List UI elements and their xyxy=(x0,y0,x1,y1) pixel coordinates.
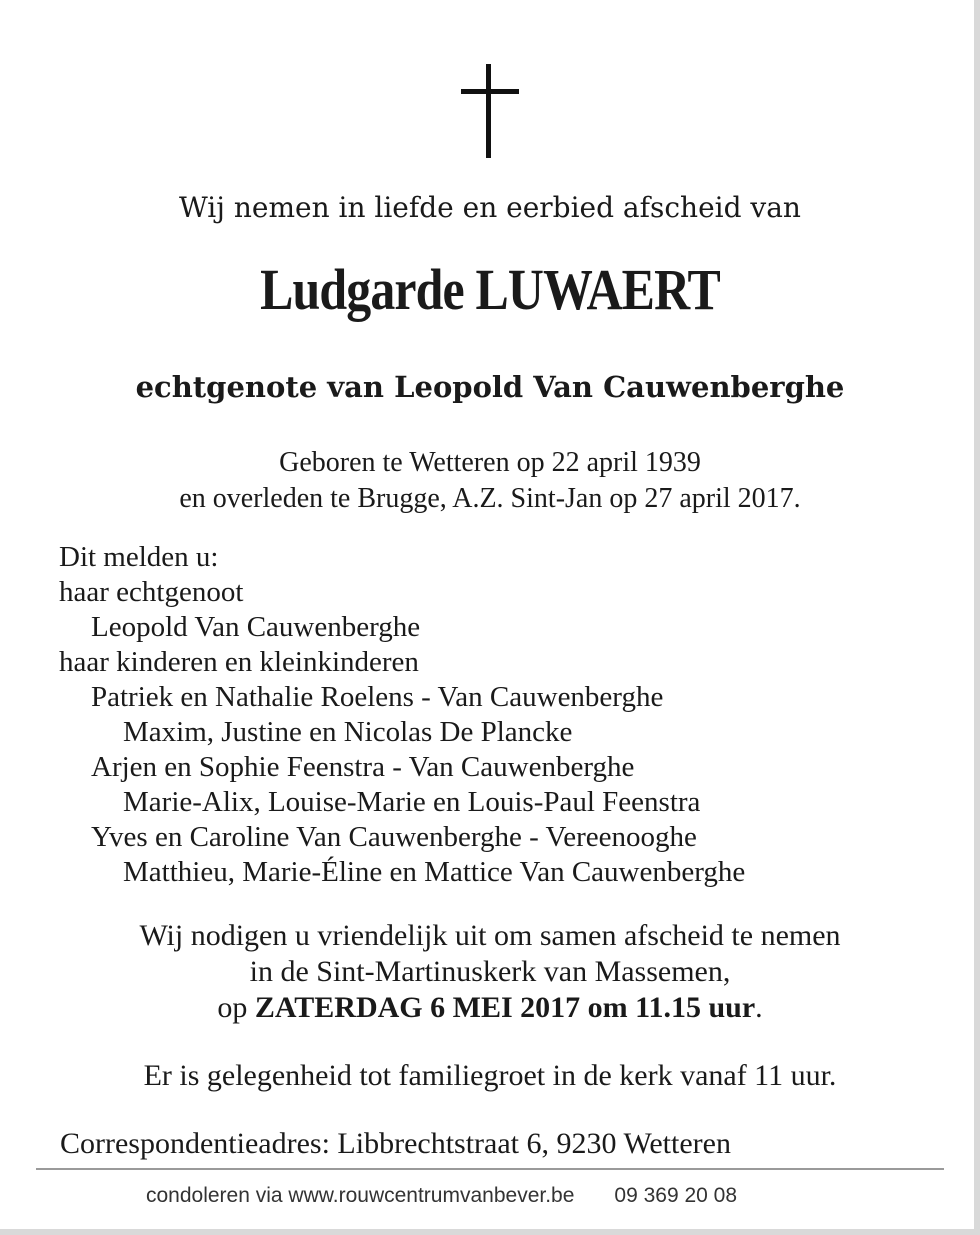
child-3: Yves en Caroline Van Cauwenberghe - Vereenooghe xyxy=(91,821,697,853)
children-label: haar kinderen en kleinkinderen xyxy=(59,646,419,678)
birth-line: Geboren te Wetteren op 22 april 1939 xyxy=(279,447,701,478)
footer xyxy=(146,1183,737,1209)
invitation-line-3 xyxy=(0,990,980,1026)
ceremony-date: ZATERDAG 6 MEI 2017 om 11.15 uur xyxy=(254,991,756,1024)
child-1: Patriek en Nathalie Roelens - Van Cauwenberghe xyxy=(91,681,664,713)
invitation-prefix: op xyxy=(217,991,248,1024)
family-intro: Dit melden u: xyxy=(59,541,219,573)
invitation-line-1: Wij nodigen u vriendelijk uit om samen afscheid te nemen xyxy=(139,919,841,952)
spouse-line: echtgenote van Leopold Van Cauwenberghe xyxy=(135,370,845,404)
grandchildren-2: Marie-Alix, Louise-Marie en Louis-Paul Feenstra xyxy=(123,786,701,818)
correspondence-address: Correspondentieadres: Libbrechtstraat 6, 9230 Wetteren xyxy=(60,1127,731,1160)
spouse-label: haar echtgenoot xyxy=(59,576,244,608)
spouse-name: Leopold Van Cauwenberghe xyxy=(91,611,421,643)
family-greeting: Er is gelegenheid tot familiegroet in de kerk vanaf 11 uur. xyxy=(143,1059,837,1092)
family-list xyxy=(59,540,939,890)
deceased-name: Ludgarde LUWAERT xyxy=(260,257,720,322)
invitation-line-2: in de Sint-Martinuskerk van Massemen, xyxy=(249,955,731,988)
grandchildren-1: Maxim, Justine en Nicolas De Plancke xyxy=(123,716,573,748)
intro-text: Wij nemen in liefde en eerbied afscheid van xyxy=(179,191,801,224)
cross-icon xyxy=(461,64,519,158)
grandchildren-3: Matthieu, Marie-Éline en Mattice Van Cauwenberghe xyxy=(123,856,746,888)
child-2: Arjen en Sophie Feenstra - Van Cauwenberghe xyxy=(91,751,635,783)
invitation-suffix: . xyxy=(755,991,763,1024)
condolence-link[interactable]: condoleren via www.rouwcentrumvanbever.be xyxy=(146,1184,575,1207)
phone-number: 09 369 20 08 xyxy=(614,1184,738,1207)
death-line: en overleden te Brugge, A.Z. Sint-Jan op 27 april 2017. xyxy=(179,483,801,514)
divider xyxy=(36,1168,944,1170)
